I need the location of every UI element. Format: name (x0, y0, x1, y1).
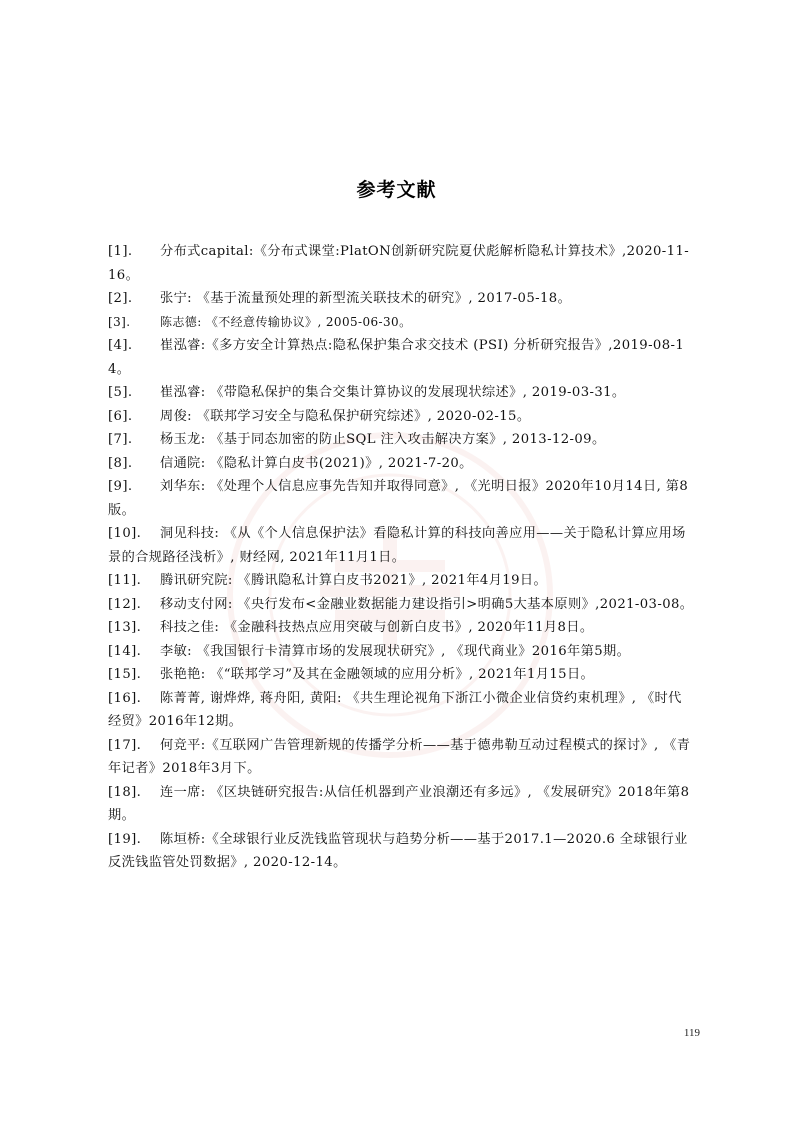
reference-item (108, 640, 694, 664)
reference-text: 陈志德: 《不经意传输协议》, 2005-06-30。 (160, 314, 412, 329)
reference-item (108, 734, 694, 781)
reference-item (108, 311, 694, 335)
reference-text: 信通院: 《隐私计算白皮书(2021)》, 2021-7-20。 (160, 455, 473, 471)
reference-number: [10]. (108, 526, 142, 541)
reference-number: [12]. (108, 596, 142, 612)
reference-number: [6]. (108, 408, 133, 424)
reference-text: 腾讯研究院: 《腾讯隐私计算白皮书2021》, 2021年4月19日。 (160, 573, 548, 588)
reference-item (108, 616, 694, 640)
reference-number: [14]. (108, 643, 142, 659)
reference-item (108, 381, 694, 405)
reference-text: 崔泓睿: 《带隐私保护的集合交集计算协议的发展现状综述》, 2019-03-31。 (160, 385, 626, 400)
reference-text: 刘华东: 《处理个人信息应事先告知并取得同意》, 《光明日报》2020年10月14日, 第8版。 (108, 479, 689, 518)
reference-number: [15]. (108, 667, 142, 682)
reference-text: 周俊: 《联邦学习安全与隐私保护研究综述》, 2020-02-15。 (160, 408, 531, 424)
reference-item (108, 428, 694, 452)
page-number: 119 (683, 1027, 700, 1039)
reference-item (108, 452, 694, 476)
reference-number: [13]. (108, 620, 142, 635)
reference-number: [9]. (108, 479, 133, 494)
reference-number: [17]. (108, 737, 142, 753)
reference-text: 陈垣桥:《全球银行业反洗钱监管现状与趋势分析——基于2017.1—2020.6 全球银行业反洗钱监管处罚数据》, 2020-12-14。 (108, 831, 688, 870)
reference-item (108, 663, 694, 687)
reference-number: [18]. (108, 784, 142, 800)
reference-item (108, 569, 694, 593)
reference-number: [11]. (108, 573, 142, 588)
reference-text: 杨玉龙: 《基于同态加密的防止SQL 注入攻击解决方案》, 2013-12-09。 (160, 432, 606, 447)
reference-list (108, 240, 694, 875)
reference-text: 洞见科技: 《从《个人信息保护法》看隐私计算的科技向善应用——关于隐私计算应用场景的合规路径浅析》, 财经网, 2021年11月1日。 (108, 526, 686, 565)
reference-number: [4]. (108, 338, 133, 353)
reference-item (108, 240, 694, 287)
reference-number: [16]. (108, 690, 142, 706)
reference-text: 李敏: 《我国银行卡清算市场的发展现状研究》, 《现代商业》2016年第5期。 (160, 643, 631, 659)
reference-item (108, 828, 694, 875)
reference-item (108, 287, 694, 311)
reference-item (108, 334, 694, 381)
reference-item (108, 781, 694, 828)
reference-number: [1]. (108, 244, 133, 259)
reference-text: 张艳艳: 《“联邦学习”及其在金融领域的应用分析》, 2021年1月15日。 (160, 667, 595, 682)
reference-number: [3]. (108, 314, 131, 329)
reference-number: [19]. (108, 831, 142, 847)
reference-text: 张宁: 《基于流量预处理的新型流关联技术的研究》, 2017-05-18。 (160, 291, 572, 306)
reference-text: 科技之佳: 《金融科技热点应用突破与创新白皮书》, 2020年11月8日。 (160, 620, 594, 635)
reference-text: 移动支付网: 《央行发布<金融业数据能力建设指引>明确5大基本原则》,2021-03-08。 (160, 596, 694, 612)
reference-number: [8]. (108, 455, 133, 471)
reference-item (108, 475, 694, 522)
reference-item (108, 405, 694, 429)
reference-number: [5]. (108, 385, 133, 400)
reference-text: 何竞平:《互联网广告管理新规的传播学分析——基于德弗勒互动过程模式的探讨》, 《青年记者》2018年3月下。 (108, 737, 691, 776)
page-title: 参考文献 (356, 179, 437, 201)
reference-text: 连一席: 《区块链研究报告:从信任机器到产业浪潮还有多远》, 《发展研究》2018年第8期。 (108, 784, 690, 823)
reference-text: 分布式capital:《分布式课堂:PlatON创新研究院夏伏彪解析隐私计算技术》,2020-11-16。 (108, 244, 690, 283)
reference-text: 陈菁菁, 谢烨烨, 蒋舟阳, 黄阳: 《共生理论视角下浙江小微企业信贷约束机理》, 《时代经贸》2016年12期。 (108, 690, 682, 729)
reference-number: [2]. (108, 291, 133, 306)
reference-item (108, 687, 694, 734)
reference-item (108, 522, 694, 569)
reference-item (108, 593, 694, 617)
reference-number: [7]. (108, 432, 133, 447)
reference-text: 崔泓睿:《多方安全计算热点:隐私保护集合求交技术 (PSI) 分析研究报告》,2019-08-14。 (108, 338, 685, 377)
